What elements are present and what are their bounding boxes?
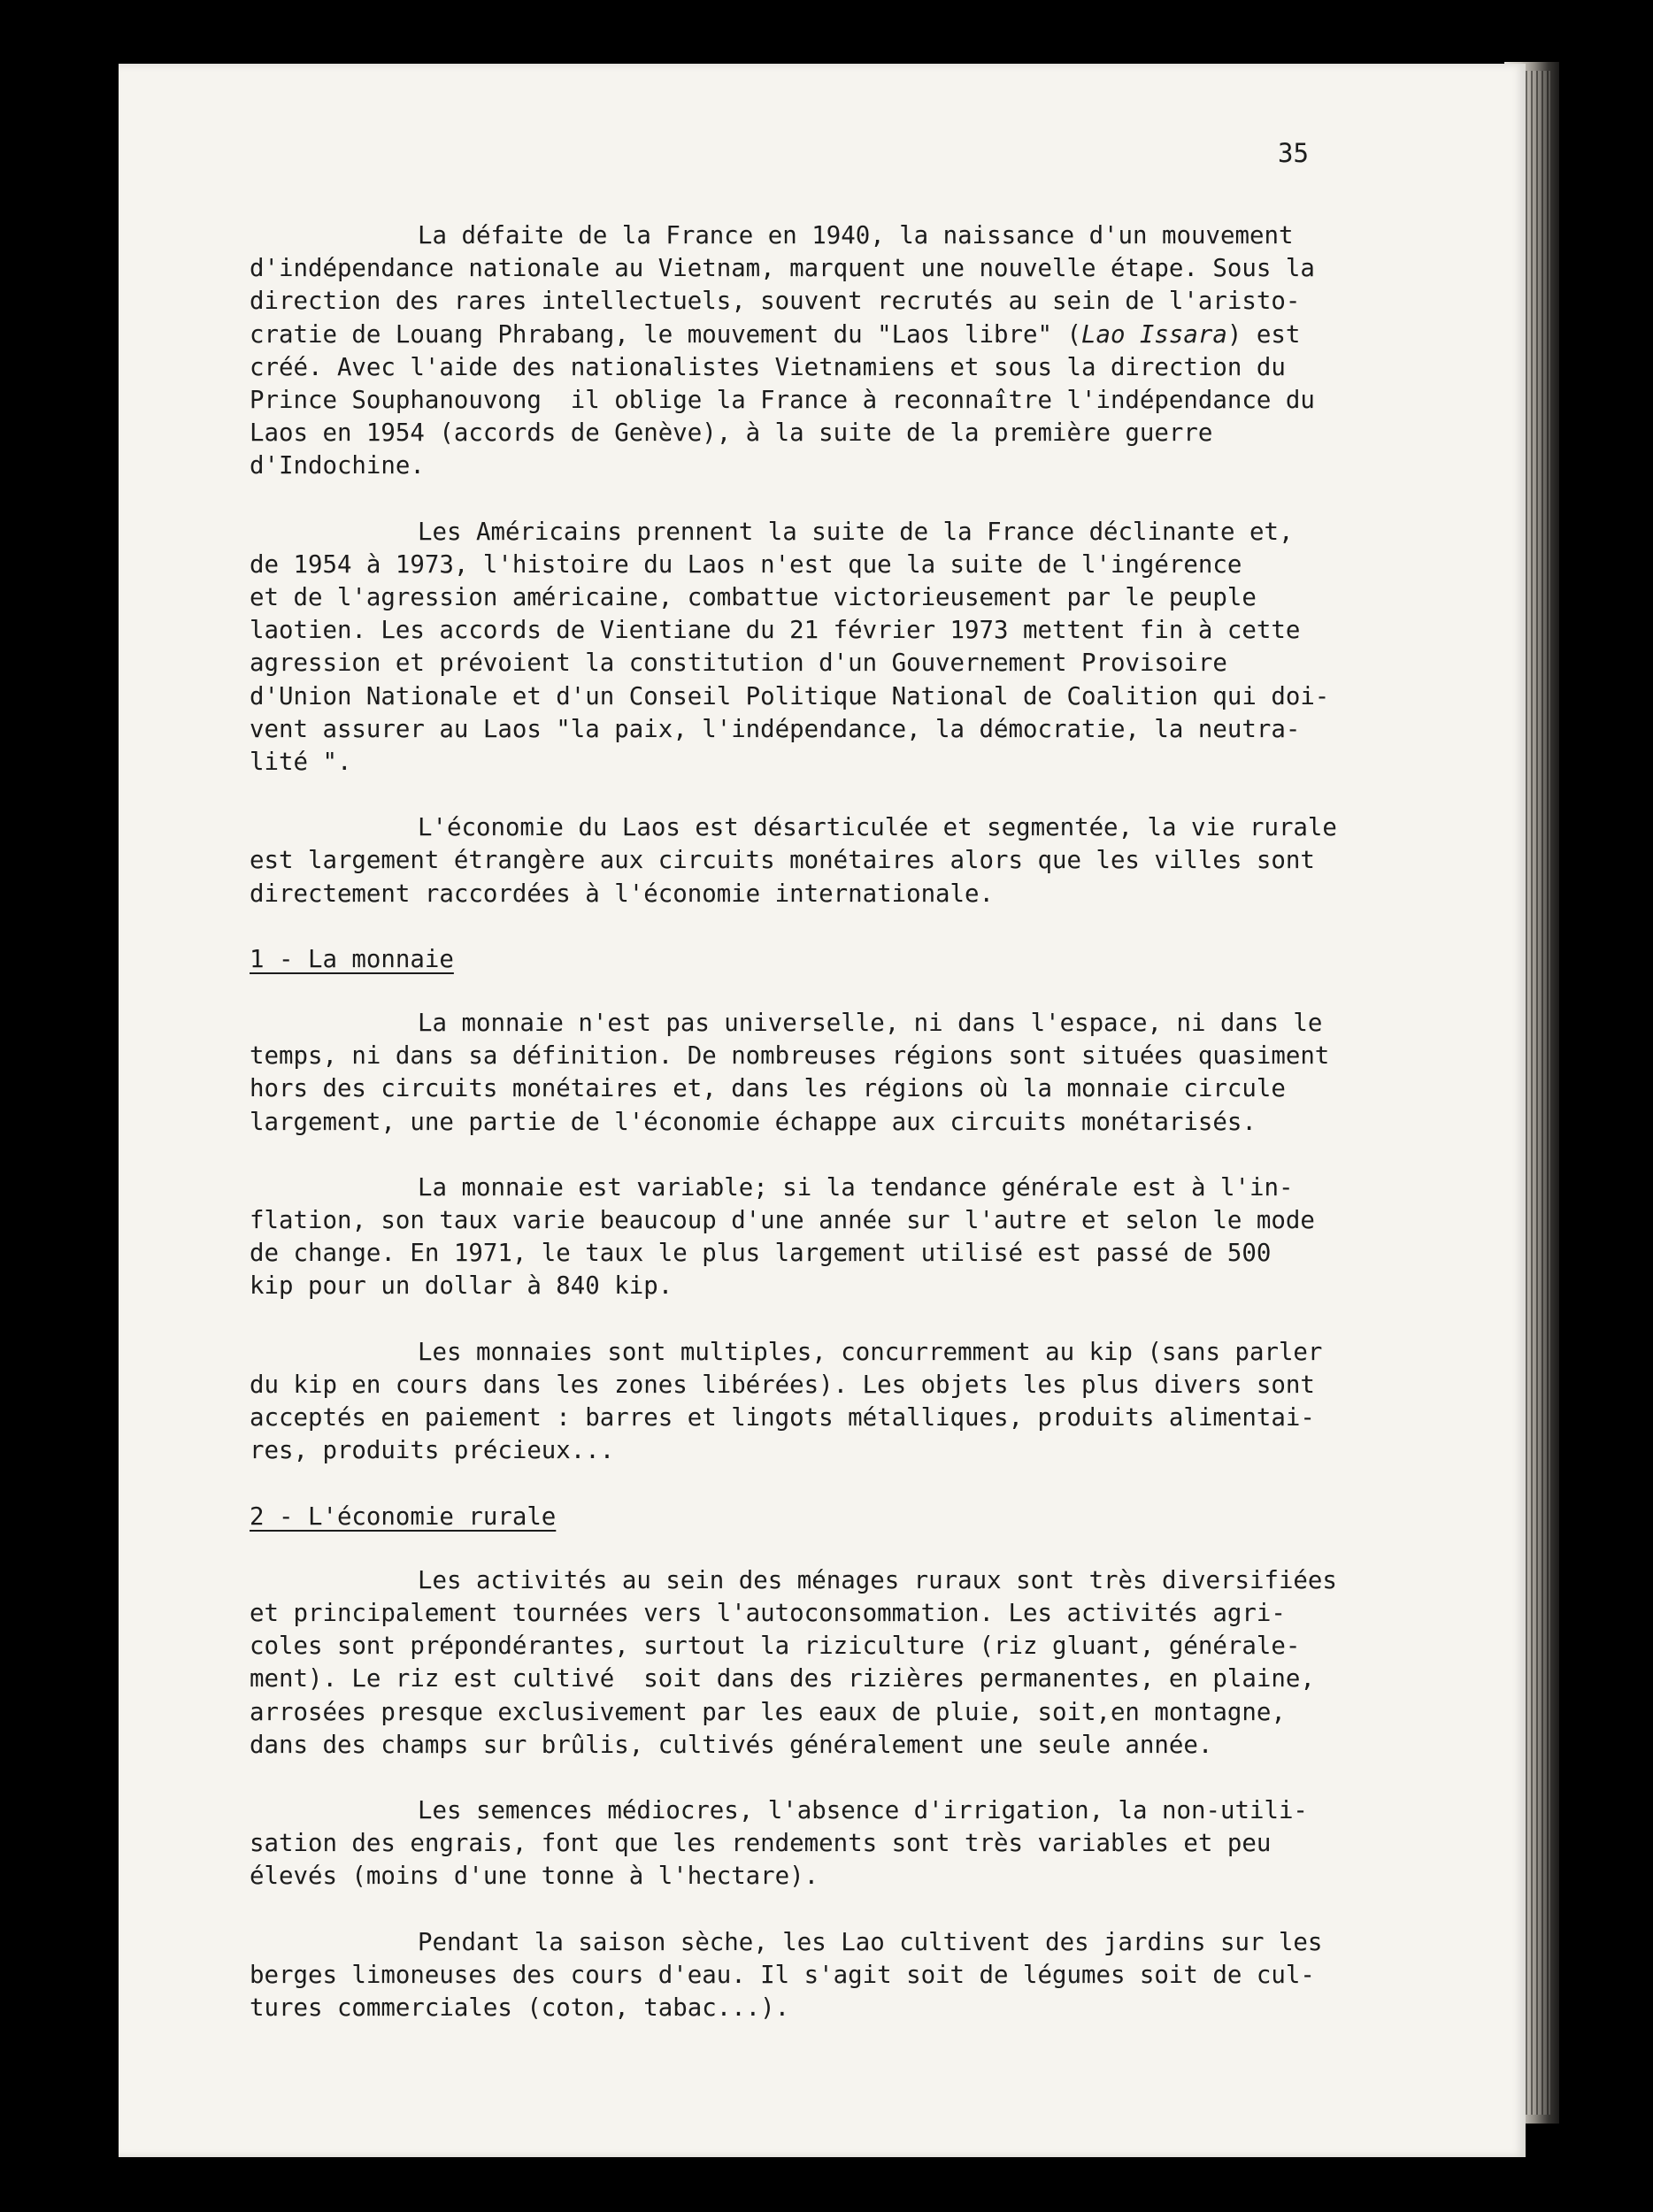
page-sheet <box>119 64 1526 2157</box>
text-line: dans des champs sur brûlis, cultivés généralement une seule année. <box>250 1731 1213 1759</box>
text-line: sation des engrais, font que les rendements sont très variables et peu <box>250 1830 1272 1858</box>
text-line: et principalement tournées vers l'autoconsommation. Les activités agri- <box>250 1599 1286 1627</box>
paragraph-monnaie-universelle <box>250 1007 1480 1139</box>
text-line: Les activités au sein des ménages ruraux sont très diversifiées <box>418 1566 1337 1594</box>
section-heading-economie-rurale <box>250 1501 1480 1533</box>
text-line: de 1954 à 1973, l'histoire du Laos n'est que la suite de l'ingérence <box>250 550 1242 579</box>
paragraph-americans <box>250 516 1480 780</box>
text-line: Pendant la saison sèche, les Lao cultivent des jardins sur les <box>418 1928 1323 1956</box>
paragraph-economy <box>250 811 1480 910</box>
text-line: d'Union Nationale et d'un Conseil Politique National de Coalition qui doi- <box>250 682 1330 710</box>
text-line: vent assurer au Laos "la paix, l'indépendance, la démocratie, la neutra- <box>250 715 1301 743</box>
text-line: res, produits précieux... <box>250 1437 615 1465</box>
text-line: élevés (moins d'une tonne à l'hectare). <box>250 1863 819 1891</box>
text-fragment: ) est <box>1226 320 1301 349</box>
text-line: d'indépendance nationale au Vietnam, marquent une nouvelle étape. Sous la <box>250 255 1315 283</box>
heading-text: 1 - La monnaie <box>250 945 454 973</box>
text-line: La monnaie est variable; si la tendance générale est à l'in- <box>418 1173 1294 1202</box>
text-line: d'Indochine. <box>250 452 425 480</box>
text-line: du kip en cours dans les zones libérées). Les objets les plus divers sont <box>250 1371 1315 1399</box>
text-line: est largement étrangère aux circuits monétaires alors que les villes sont <box>250 847 1315 875</box>
text-line: arrosées presque exclusivement par les eaux de pluie, soit,en montagne, <box>250 1698 1286 1726</box>
text-line: acceptés en paiement : barres et lingots métalliques, produits alimentai- <box>250 1404 1315 1432</box>
paragraph-monnaies-multiples <box>250 1336 1480 1468</box>
italic-term: Lao Issara <box>1080 320 1227 349</box>
text-line: laotien. Les accords de Vientiane du 21 février 1973 mettent fin à cette <box>250 617 1301 645</box>
section-heading-monnaie <box>250 943 1480 976</box>
page-number: 35 <box>1278 138 1309 168</box>
paragraph-activites <box>250 1564 1480 1762</box>
text-line: créé. Avec l'aide des nationalistes Vietnamiens et sous la direction du <box>250 353 1286 381</box>
text-line: largement, une partie de l'économie échappe aux circuits monétarisés. <box>250 1108 1257 1136</box>
paragraph-independence <box>250 219 1480 483</box>
text-fragment: cratie de Louang Phrabang, le mouvement du "Laos libre" ( <box>250 320 1081 349</box>
paragraph-semences <box>250 1794 1480 1893</box>
text-line: lité ". <box>250 749 352 777</box>
text-line: et de l'agression américaine, combattue victorieusement par le peuple <box>250 584 1257 612</box>
text-line: ment). Le riz est cultivé soit dans des rizières permanentes, en plaine, <box>250 1665 1315 1694</box>
paragraph-monnaie-variable <box>250 1171 1480 1303</box>
heading-text: 2 - L'économie rurale <box>250 1502 557 1531</box>
text-line: Laos en 1954 (accords de Genève), à la suite de la première guerre <box>250 419 1213 448</box>
text-line: kip pour un dollar à 840 kip. <box>250 1272 673 1301</box>
text-line: coles sont prépondérantes, surtout la riziculture (riz gluant, générale- <box>250 1632 1301 1661</box>
text-line: L'économie du Laos est désarticulée et segmentée, la vie rurale <box>418 814 1337 842</box>
text-line: hors des circuits monétaires et, dans les régions où la monnaie circule <box>250 1075 1286 1103</box>
text-line: La monnaie n'est pas universelle, ni dans l'espace, ni dans le <box>418 1010 1323 1038</box>
text-line: de change. En 1971, le taux le plus largement utilisé est passé de 500 <box>250 1240 1272 1268</box>
text-line: Prince Souphanouvong il oblige la France à reconnaître l'indépendance du <box>250 387 1315 415</box>
text-line: tures commerciales (coton, tabac...). <box>250 1993 790 2022</box>
text-line: temps, ni dans sa définition. De nombreuses régions sont situées quasiment <box>250 1042 1330 1071</box>
text-line-with-italic <box>250 319 1480 351</box>
text-line: flation, son taux varie beaucoup d'une année sur l'autre et selon le mode <box>250 1207 1315 1235</box>
text-line: berges limoneuses des cours d'eau. Il s'agit soit de légumes soit de cul- <box>250 1961 1315 1989</box>
page-text <box>250 219 1480 2057</box>
text-line: directement raccordées à l'économie internationale. <box>250 879 995 908</box>
text-line: agression et prévoient la constitution d'un Gouvernement Provisoire <box>250 649 1227 678</box>
text-line: La défaite de la France en 1940, la naissance d'un mouvement <box>418 222 1294 250</box>
text-line: Les semences médiocres, l'absence d'irrigation, la non-utili- <box>418 1796 1308 1824</box>
text-line: direction des rares intellectuels, souvent recrutés au sein de l'aristo- <box>250 288 1301 316</box>
text-line: Les monnaies sont multiples, concurremment au kip (sans parler <box>418 1338 1323 1366</box>
paragraph-saison-seche <box>250 1926 1480 2025</box>
text-line: Les Américains prennent la suite de la France déclinante et, <box>418 518 1294 546</box>
